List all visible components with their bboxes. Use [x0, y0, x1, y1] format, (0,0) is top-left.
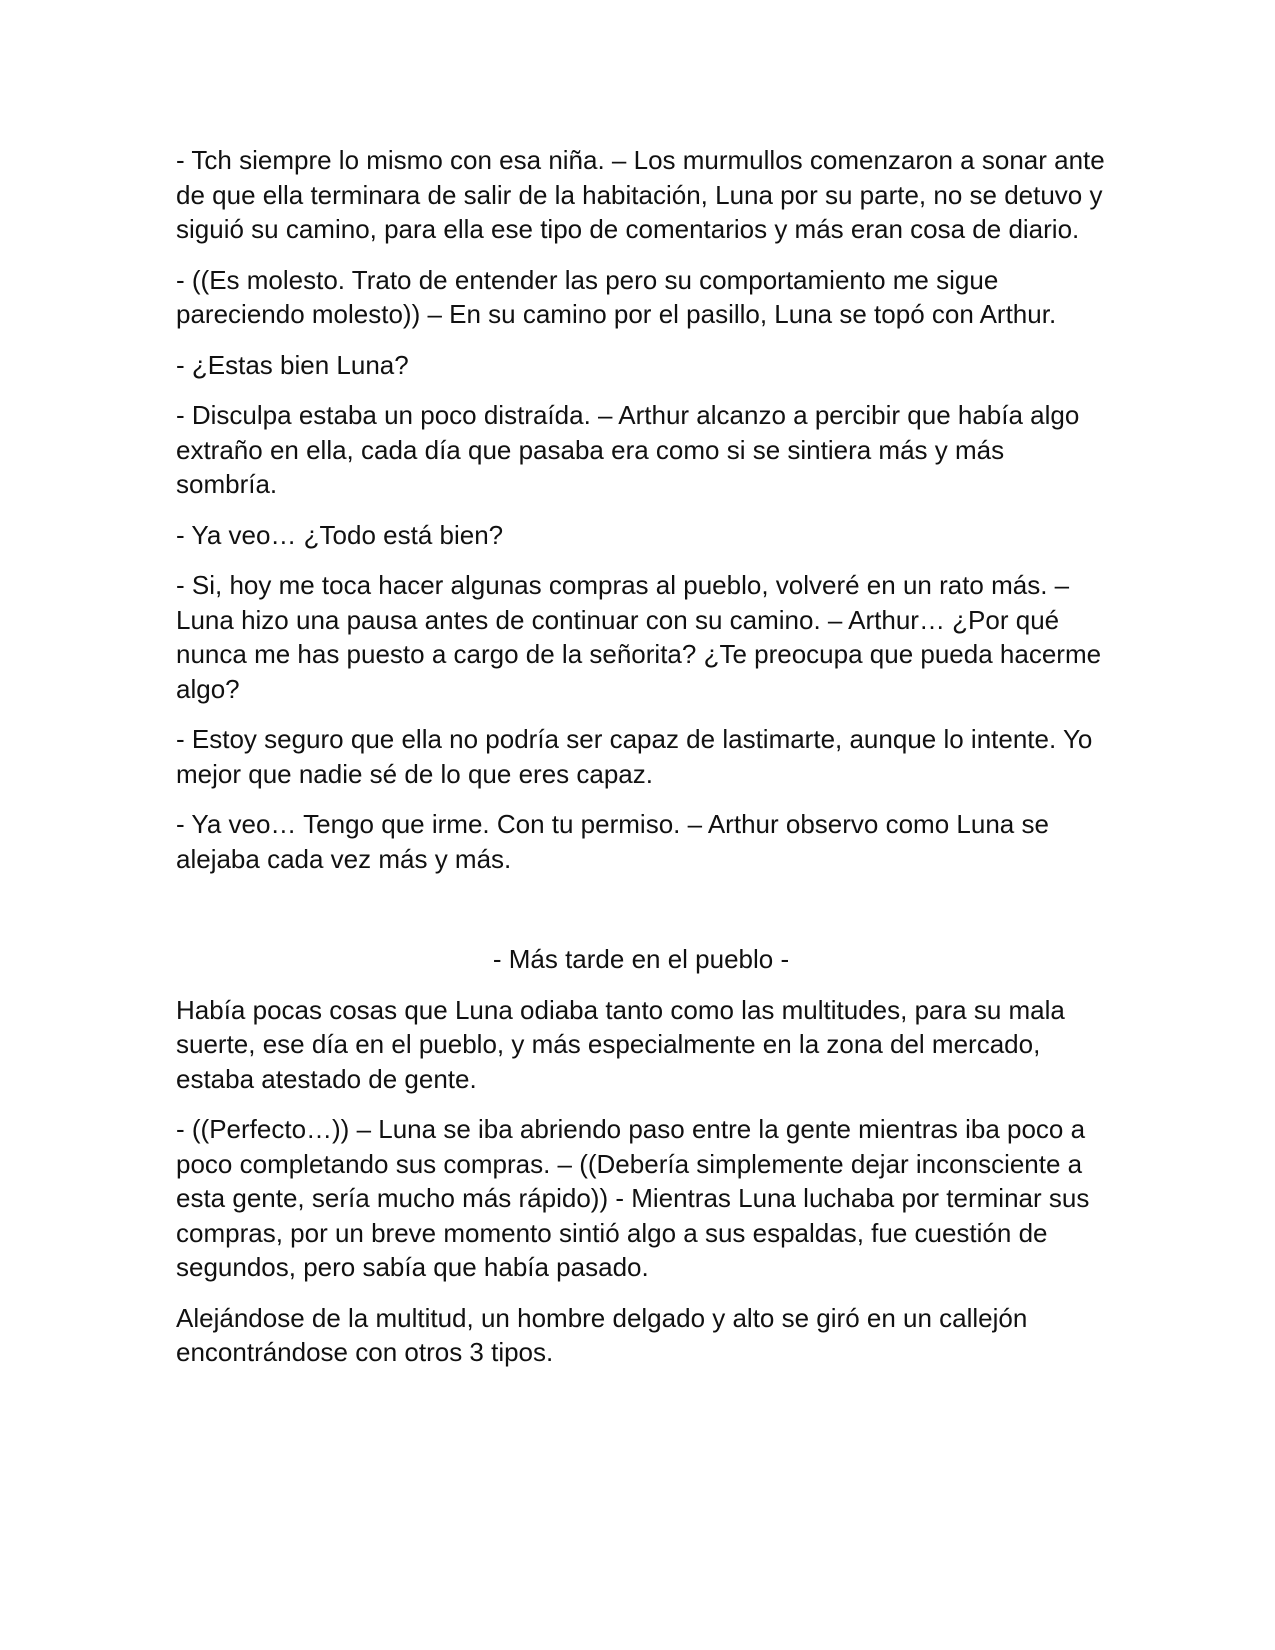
paragraph: - ¿Estas bien Luna? — [176, 349, 409, 380]
paragraph: - Ya veo… ¿Todo está bien? — [176, 519, 504, 550]
scene-break-heading: - Más tarde en el pueblo - — [492, 944, 790, 974]
paragraph: Alejándose de la multitud, un hombre delgado y alto se giró en un callejón encontrándose con otros 3 tipos. — [176, 1302, 1028, 1367]
paragraph: - Ya veo… Tengo que irme. Con tu permiso. – Arthur observo como Luna se alejaba cada vez más y más. — [176, 809, 1049, 874]
paragraph: - Tch siempre lo mismo con esa niña. – Los murmullos comenzaron a sonar ante de que ella terminara de salir de la habitación, Luna por su parte, no se detuvo y siguió su camino, para ella ese tipo de comentarios y más eran cosa de diario. — [176, 145, 1105, 244]
blank-line — [176, 892, 1106, 942]
paragraph: - Estoy seguro que ella no podría ser capaz de lastimarte, aunque lo intente. Yo mejor que nadie sé de lo que eres capaz. — [176, 724, 1093, 789]
paragraph: Había pocas cosas que Luna odiaba tanto como las multitudes, para su mala suerte, ese día en el pueblo, y más especialmente en la zona del mercado, estaba atestado de gente. — [176, 994, 1065, 1094]
paragraph: - Disculpa estaba un poco distraída. – Arthur alcanzo a percibir que había algo extraño en ella, cada día que pasaba era como si se sintiera más y más sombría. — [176, 400, 1080, 499]
paragraph: - ((Perfecto…)) – Luna se iba abriendo paso entre la gente mientras iba poco a poco completando sus compras. – ((Debería simplemente dejar inconsciente a esta gente, sería mucho más rápido)) - Mientras Luna luchaba por terminar sus compras, por un breve momento sintió algo a sus espaldas, fue cuestión de segundos, pero sabía que había pasado. — [176, 1114, 1090, 1282]
paragraph: - Si, hoy me toca hacer algunas compras al pueblo, volveré en un rato más. – Luna hizo una pausa antes de continuar con su camino. – Arthur… ¿Por qué nunca me has puesto a cargo de la señorita? ¿Te preocupa que pueda hacerme algo? — [176, 570, 1102, 704]
document-body — [176, 143, 1106, 1386]
paragraph: - ((Es molesto. Trato de entender las pero su comportamiento me sigue pareciendo molesto)) – En su camino por el pasillo, Luna se topó con Arthur. — [176, 264, 1057, 329]
